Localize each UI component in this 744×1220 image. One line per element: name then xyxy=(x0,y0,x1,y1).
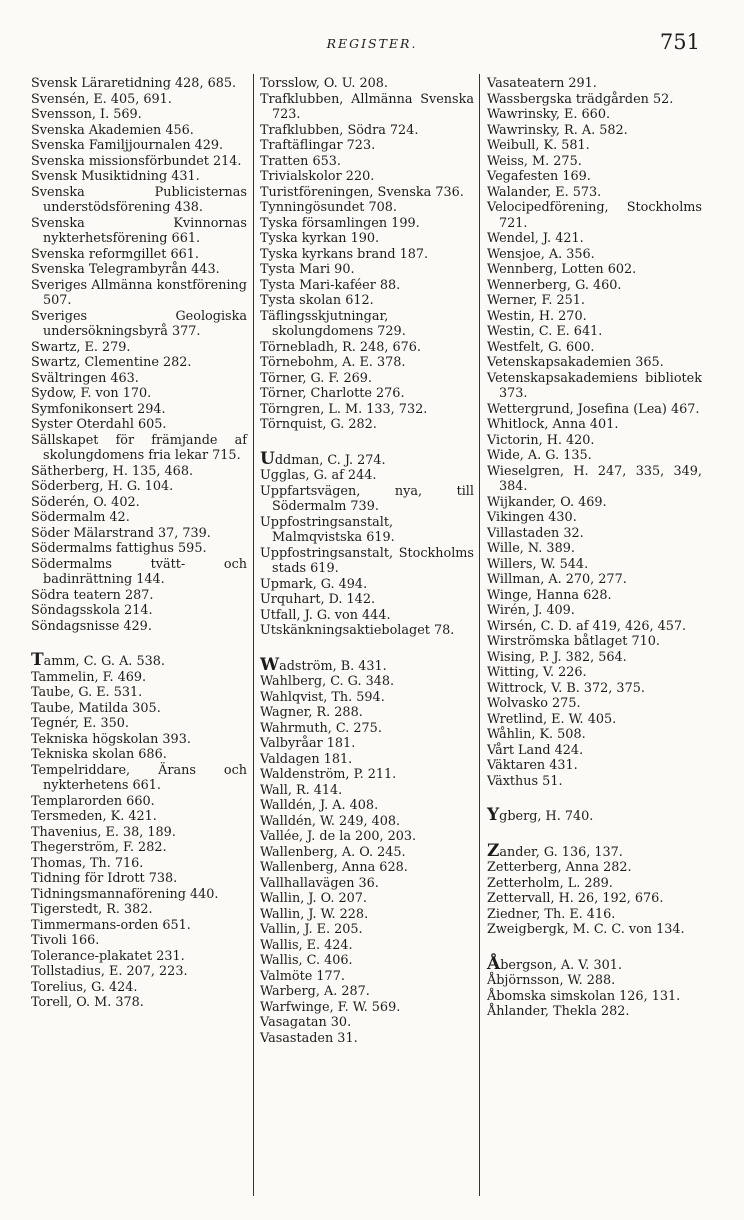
index-entry: Törner, Charlotte 276. xyxy=(260,386,405,401)
index-entry: Thomas, Th. 716. xyxy=(31,855,144,871)
index-entry: Svenska Kvinnornas nykterhetsförening 661. xyxy=(31,215,247,246)
index-entry: Törnebladh, R. 248, 676. xyxy=(260,339,421,355)
index-entry: Walldén, J. A. 408. xyxy=(260,798,379,813)
index-entry: Svensén, E. 405, 691. xyxy=(31,91,172,107)
index-entry: Vasastaden 31. xyxy=(260,1030,358,1046)
index-entry: Wahrmuth, C. 275. xyxy=(260,720,382,736)
index-entry: Westin, C. E. 641. xyxy=(487,324,603,339)
index-entry: Växthus 51. xyxy=(487,773,563,789)
index-entry: Wirsén, C. D. af 419, 426, 457. xyxy=(487,618,687,634)
index-entry: Swartz, Clementine 282. xyxy=(31,355,192,370)
index-entry-text: ander, G. 136, 137. xyxy=(499,844,623,860)
index-entry: Zettervall, H. 26, 192, 676. xyxy=(487,891,664,906)
index-entry: Wagner, R. 288. xyxy=(260,705,363,720)
index-entry: Tynningösundet 708. xyxy=(260,200,397,215)
index-entry: Söderén, O. 402. xyxy=(31,494,140,510)
index-entry: Wennerberg, G. 460. xyxy=(487,277,622,293)
section-initial: Y xyxy=(487,805,500,825)
index-entry: Witting, V. 226. xyxy=(487,665,587,680)
index-entry: Törnebohm, A. E. 378. xyxy=(260,355,406,370)
index-entry: Wirströmska båtlaget 710. xyxy=(487,634,660,649)
index-entry: Werner, F. 251. xyxy=(487,293,585,308)
index-column-1 xyxy=(31,76,247,1011)
section-initial: U xyxy=(260,448,275,469)
index-entry: Svenska Familjjournalen 429. xyxy=(31,138,224,153)
index-entry: Uppfostringsanstalt, Malmqvistska 619. xyxy=(260,514,395,545)
index-entry: Tyska kyrkan 190. xyxy=(260,231,380,246)
index-entry: Wåhlin, K. 508. xyxy=(487,727,586,742)
index-entry: Törnquist, G. 282. xyxy=(260,417,377,432)
index-entry: Wieselgren, H. 247, 335, 349, 384. xyxy=(487,463,702,494)
index-entry: Thavenius, E. 38, 189. xyxy=(31,824,176,840)
index-entry: Wendel, J. 421. xyxy=(487,231,584,246)
index-entry: Warberg, A. 287. xyxy=(260,984,370,999)
index-entry: Törngren, L. M. 133, 732. xyxy=(260,401,428,417)
index-entry: Utfall, J. G. von 444. xyxy=(260,607,391,623)
index-entry: Syster Oterdahl 605. xyxy=(31,417,167,432)
index-entry: Villastaden 32. xyxy=(487,525,584,541)
index-entry: Torell, O. M. 378. xyxy=(31,995,144,1010)
index-entry: Trivialskolor 220. xyxy=(260,169,375,184)
index-entry: Wretlind, E. W. 405. xyxy=(487,711,617,727)
index-entry: Vallin, J. E. 205. xyxy=(260,922,363,937)
index-entry: Åhlander, Thekla 282. xyxy=(487,1004,630,1019)
index-entry: Söndagsnisse 429. xyxy=(31,618,152,634)
index-entry: Tyska kyrkans brand 187. xyxy=(260,246,429,262)
index-entry: Upmark, G. 494. xyxy=(260,576,368,592)
index-entry: Tigerstedt, R. 382. xyxy=(31,902,153,917)
index-entry: Tysta skolan 612. xyxy=(260,293,374,308)
index-entry: Vegafesten 169. xyxy=(487,169,591,184)
index-entry: Wall, R. 414. xyxy=(260,782,343,798)
index-entry: Tyska församlingen 199. xyxy=(260,215,420,231)
index-entry: Tysta Mari-kaféer 88. xyxy=(260,277,401,293)
index-entry: Westin, H. 270. xyxy=(487,308,587,324)
column-divider xyxy=(253,74,254,1196)
index-entry: Vasagatan 30. xyxy=(260,1015,352,1030)
index-entry: Urquhart, D. 142. xyxy=(260,592,376,607)
index-entry: Söndagsskola 214. xyxy=(31,603,153,618)
running-title: REGISTER. xyxy=(326,36,418,51)
index-entry: Wallin, J. W. 228. xyxy=(260,906,369,922)
index-entry: Wallenberg, Anna 628. xyxy=(260,860,408,875)
index-entry: Wirén, J. 409. xyxy=(487,603,575,618)
index-entry: Tegnér, E. 350. xyxy=(31,716,129,731)
index-entry: Vallhallavägen 36. xyxy=(260,875,379,891)
index-entry: Tempelriddare, Ärans och nykterhetens 661. xyxy=(31,762,247,793)
index-entry: Söderberg, H. G. 104. xyxy=(31,479,174,494)
index-entry-text: ddman, C. J. 274. xyxy=(274,452,386,468)
index-entry: Torelius, G. 424. xyxy=(31,979,138,995)
index-entry-text: amm, C. G. A. 538. xyxy=(43,654,165,669)
column-divider xyxy=(479,74,480,1196)
index-entry: Willman, A. 270, 277. xyxy=(487,572,627,587)
index-entry: Valdagen 181. xyxy=(260,751,353,767)
index-entry: Waldenström, P. 211. xyxy=(260,767,397,782)
section-initial: W xyxy=(260,654,280,675)
index-entry: Sätherberg, H. 135, 468. xyxy=(31,463,194,479)
index-entry xyxy=(487,840,702,861)
index-entry xyxy=(260,654,474,675)
index-entry: Wide, A. G. 135. xyxy=(487,448,592,463)
index-entry: Wallin, J. O. 207. xyxy=(260,891,367,906)
section-gap xyxy=(487,789,702,808)
index-entry: Vårt Land 424. xyxy=(487,742,584,758)
index-entry: Vasateatern 291. xyxy=(487,76,597,91)
index-entry: Willers, W. 544. xyxy=(487,556,589,572)
index-entry: Åbjörnsson, W. 288. xyxy=(487,973,616,988)
index-entry: Uppfartsvägen, nya, till Södermalm 739. xyxy=(260,483,474,514)
index-entry: Turistföreningen, Svenska 736. xyxy=(260,184,464,200)
index-entry xyxy=(260,448,474,469)
index-entry: Tersmeden, K. 421. xyxy=(31,809,157,824)
index-entry: Weiss, M. 275. xyxy=(487,153,582,169)
index-entry: Wassbergska trädgården 52. xyxy=(487,91,674,107)
index-entry: Taube, Matilda 305. xyxy=(31,700,161,716)
index-entry: Timmermans-orden 651. xyxy=(31,917,191,933)
index-entry: Warfwinge, F. W. 569. xyxy=(260,999,401,1015)
index-entry: Valmöte 177. xyxy=(260,968,345,984)
index-entry: Sydow, F. von 170. xyxy=(31,386,152,401)
index-entry: Wahlberg, C. G. 348. xyxy=(260,674,395,689)
index-entry: Wensjoe, A. 356. xyxy=(487,246,595,262)
index-entry: Zetterberg, Anna 282. xyxy=(487,860,632,875)
index-entry: Valbyråar 181. xyxy=(260,736,356,751)
index-entry: Svensk Läraretidning 428, 685. xyxy=(31,76,237,91)
page-header xyxy=(0,30,744,60)
index-entry: Winge, Hanna 628. xyxy=(487,587,612,603)
index-entry: Wallenberg, A. O. 245. xyxy=(260,844,406,860)
index-entry: Wising, P. J. 382, 564. xyxy=(487,649,627,665)
index-entry-text: gberg, H. 740. xyxy=(499,809,594,824)
index-entry: Trafklubben, Allmänna Svenska 723. xyxy=(260,91,474,122)
index-entry: Ziedner, Th. E. 416. xyxy=(487,906,616,922)
index-column-2 xyxy=(260,76,474,1046)
section-initial: Z xyxy=(487,840,500,861)
index-entry: Vikingen 430. xyxy=(487,510,577,525)
index-entry: Tysta Mari 90. xyxy=(260,262,355,277)
index-entry: Väktaren 431. xyxy=(487,758,578,773)
index-entry: Svensk Musiktidning 431. xyxy=(31,169,200,184)
index-entry: Wallis, E. 424. xyxy=(260,937,353,953)
index-entry-text: adström, B. 431. xyxy=(279,658,387,674)
index-entry: Taube, G. E. 531. xyxy=(31,685,143,700)
index-entry: Vetenskapsakademiens bibliotek 373. xyxy=(487,370,702,401)
index-entry xyxy=(487,805,702,825)
index-entry: Sveriges Allmänna konstförening 507. xyxy=(31,277,247,308)
index-entry: Svenska Publicisternas understödsförening 438. xyxy=(31,184,247,215)
index-entry: Ugglas, G. af 244. xyxy=(260,468,377,483)
index-entry: Wolvasko 275. xyxy=(487,696,581,711)
index-entry: Sveriges Geologiska undersökningsbyrå 377. xyxy=(31,308,247,339)
index-column-3 xyxy=(487,76,702,1020)
index-entry: Victorin, H. 420. xyxy=(487,432,595,448)
section-gap xyxy=(260,639,474,658)
index-entry: Tidningsmannaförening 440. xyxy=(31,886,219,902)
index-entry: Söder Mälarstrand 37, 739. xyxy=(31,525,211,541)
index-entry: Tekniska skolan 686. xyxy=(31,747,167,762)
index-entry: Wallis, C. 406. xyxy=(260,953,353,968)
index-entry: Swartz, E. 279. xyxy=(31,339,131,355)
index-entry: Whitlock, Anna 401. xyxy=(487,417,619,432)
index-entry: Täflingsskjutningar, skolungdomens 729. xyxy=(260,308,406,339)
index-entry: Svenska Akademien 456. xyxy=(31,122,194,138)
index-entry: Tollstadius, E. 207, 223. xyxy=(31,964,188,979)
index-entry: Vallée, J. de la 200, 203. xyxy=(260,829,417,844)
index-entry: Södermalms tvätt- och badinrättning 144. xyxy=(31,556,247,587)
index-entry: Wawrinsky, E. 660. xyxy=(487,107,611,122)
index-entry-text: bergson, A. V. 301. xyxy=(500,957,622,973)
section-gap xyxy=(487,938,702,957)
section-initial: T xyxy=(31,650,44,670)
index-entry xyxy=(487,953,702,974)
index-entry: Svältringen 463. xyxy=(31,370,139,386)
page-number: 751 xyxy=(659,30,700,54)
index-entry: Tidning för Idrott 738. xyxy=(31,871,178,886)
index-entry: Sällskapet för främjande af skolungdomens fria lekar 715. xyxy=(31,432,247,463)
index-entry: Wille, N. 389. xyxy=(487,541,575,556)
section-gap xyxy=(260,433,474,452)
index-entry: Södermalm 42. xyxy=(31,510,130,525)
index-entry: Svenska Telegrambyrån 443. xyxy=(31,262,220,277)
index-entry: Velocipedförening, Stockholms 721. xyxy=(487,200,702,231)
section-initial: Å xyxy=(487,953,501,974)
index-entry: Symfonikonsert 294. xyxy=(31,401,166,417)
index-entry: Tammelin, F. 469. xyxy=(31,669,147,685)
index-entry: Zweigbergk, M. C. C. von 134. xyxy=(487,922,685,937)
index-entry: Weibull, K. 581. xyxy=(487,138,590,153)
index-entry xyxy=(31,650,247,670)
index-entry: Tivoli 166. xyxy=(31,933,100,948)
index-entry: Wijkander, O. 469. xyxy=(487,494,607,510)
index-entry: Södermalms fattighus 595. xyxy=(31,541,207,556)
index-entry: Wawrinsky, R. A. 582. xyxy=(487,122,628,138)
index-entry: Torsslow, O. U. 208. xyxy=(260,76,388,91)
index-entry: Utskänkningsaktiebolaget 78. xyxy=(260,623,455,638)
index-entry: Traftäflingar 723. xyxy=(260,138,376,153)
index-entry: Westfelt, G. 600. xyxy=(487,339,595,355)
index-entry: Svenska reformgillet 661. xyxy=(31,246,199,262)
index-entry: Tratten 653. xyxy=(260,153,341,169)
index-entry: Tolerance-plakatet 231. xyxy=(31,948,185,964)
index-entry: Svenska missionsförbundet 214. xyxy=(31,153,242,169)
section-gap xyxy=(31,634,247,653)
index-entry: Zetterholm, L. 289. xyxy=(487,875,613,891)
index-entry: Uppfostringsanstalt, Stockholms stads 619. xyxy=(260,545,474,576)
index-entry: Wittrock, V. B. 372, 375. xyxy=(487,680,645,696)
index-entry: Walldén, W. 249, 408. xyxy=(260,813,401,829)
index-entry: Vetenskapsakademien 365. xyxy=(487,355,664,370)
index-entry: Templarorden 660. xyxy=(31,793,155,809)
section-gap xyxy=(487,825,702,844)
index-entry: Södra teatern 287. xyxy=(31,587,154,603)
index-entry: Walander, E. 573. xyxy=(487,184,602,200)
index-entry: Åbomska simskolan 126, 131. xyxy=(487,988,681,1004)
index-entry: Svensson, I. 569. xyxy=(31,107,142,122)
index-entry: Tekniska högskolan 393. xyxy=(31,731,191,747)
index-entry: Törner, G. F. 269. xyxy=(260,370,372,386)
index-entry: Wettergrund, Josefina (Lea) 467. xyxy=(487,401,700,417)
index-entry: Trafklubben, Södra 724. xyxy=(260,122,419,138)
index-entry: Thegerström, F. 282. xyxy=(31,840,167,855)
index-entry: Wennberg, Lotten 602. xyxy=(487,262,637,277)
index-entry: Wahlqvist, Th. 594. xyxy=(260,689,385,705)
